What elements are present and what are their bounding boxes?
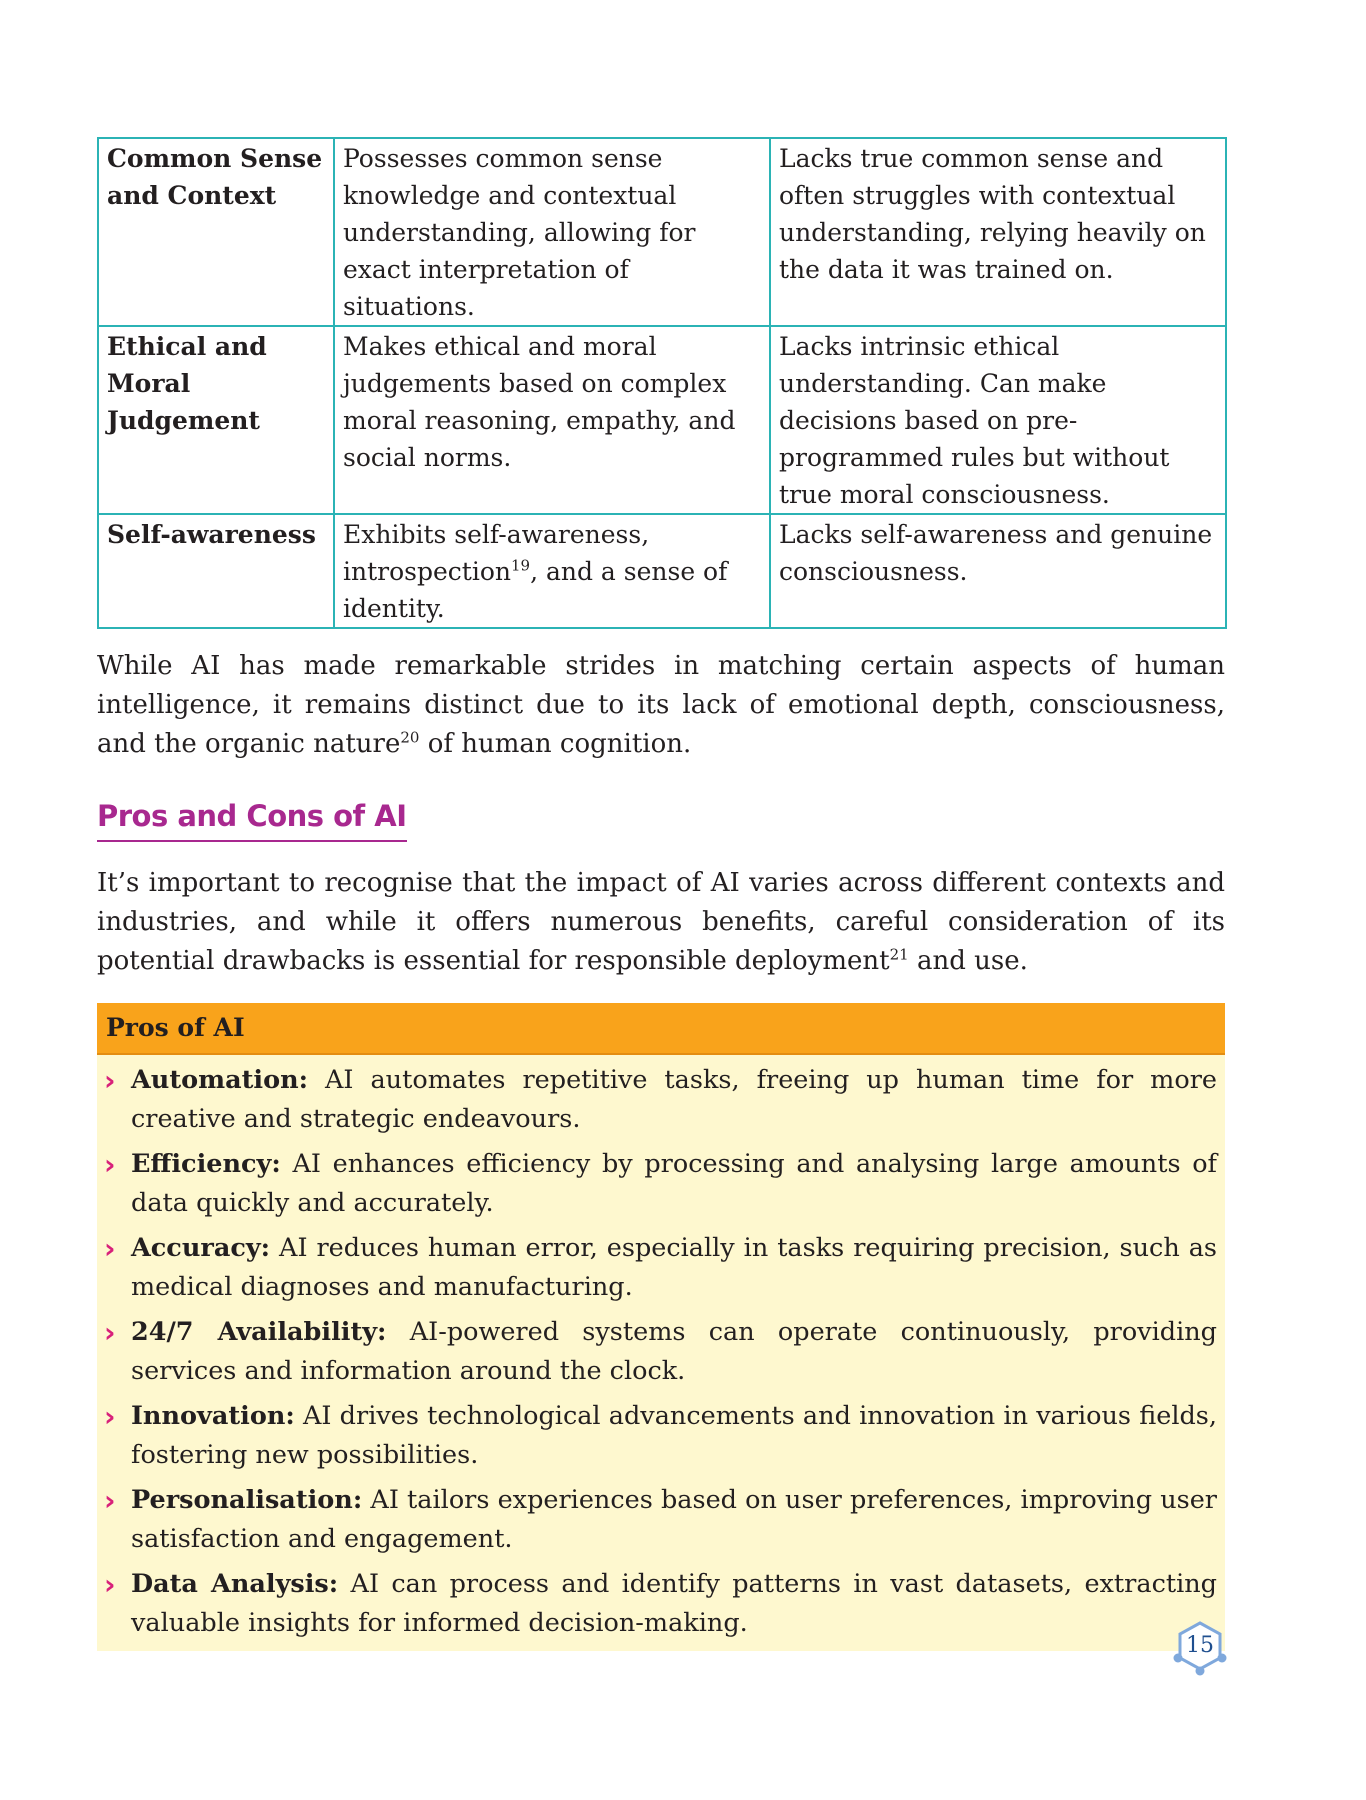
pro-term: 24/7 Availability:: [131, 1317, 387, 1347]
table-cell-aspect: Ethical and Moral Judgement: [98, 326, 334, 514]
page-number-badge: [1170, 1616, 1230, 1676]
footnote-ref: 19: [510, 556, 531, 575]
page-number: 15: [1186, 1633, 1214, 1658]
table-cell-ai: Lacks true common sense and often struggles with contextual understanding, relying heavily on the data it was trained on.: [770, 138, 1226, 326]
pro-text: AI tailors experiences based on user preferences, improving user satisfaction and engagement.: [131, 1485, 1217, 1554]
comparison-table: [97, 137, 1227, 629]
list-item: [104, 1061, 1217, 1139]
table-cell-human: Possesses common sense knowledge and contextual understanding, allowing for exact interpretation of situations.: [334, 138, 770, 326]
footnote-ref: 20: [400, 728, 420, 747]
chevron-right-icon: ›: [104, 1400, 116, 1433]
pro-term: Automation:: [131, 1065, 309, 1095]
list-item: [104, 1145, 1217, 1223]
section-paragraph: [97, 864, 1225, 981]
pro-term: Personalisation:: [131, 1485, 363, 1515]
pro-text: AI automates repetitive tasks, freeing up human time for more creative and strategic endeavours.: [131, 1065, 1217, 1134]
table-cell-ai: Lacks intrinsic ethical understanding. Can make decisions based on pre-programmed rules but without true moral consciousness.: [770, 326, 1226, 514]
chevron-right-icon: ›: [104, 1232, 116, 1265]
list-item: [104, 1397, 1217, 1475]
list-item: [104, 1313, 1217, 1391]
pro-text: AI drives technological advancements and innovation in various fields, fostering new possibilities.: [131, 1401, 1217, 1470]
section-heading: Pros and Cons of AI: [97, 798, 407, 842]
list-item: [104, 1565, 1217, 1643]
chevron-right-icon: ›: [104, 1316, 116, 1349]
pro-term: Accuracy:: [131, 1233, 271, 1263]
chevron-right-icon: ›: [104, 1568, 116, 1601]
table-row: [98, 138, 1226, 326]
pro-term: Innovation:: [131, 1401, 295, 1431]
table-row: [98, 514, 1226, 628]
table-cell-human: [334, 514, 770, 628]
pro-term: Data Analysis:: [131, 1569, 339, 1599]
paragraph-text: and use.: [908, 946, 1028, 976]
table-cell-ai: Lacks self-awareness and genuine consciousness.: [770, 514, 1226, 628]
chevron-right-icon: ›: [104, 1064, 116, 1097]
cell-text: , and a sense of identity.: [343, 557, 728, 623]
pros-list: [97, 1055, 1225, 1643]
paragraph-text: It’s important to recognise that the impact of AI varies across different contexts and industries, and while it offers numerous benefits, careful consideration of its potential drawbacks is essential for responsible deployment: [97, 868, 1225, 976]
pros-box-title: Pros of AI: [97, 1003, 1225, 1055]
footnote-ref: 21: [889, 945, 909, 964]
pros-box: [97, 1003, 1225, 1651]
pro-term: Efficiency:: [131, 1149, 281, 1179]
chevron-right-icon: ›: [104, 1148, 116, 1181]
page-content: [97, 137, 1225, 1651]
paragraph-text: While AI has made remarkable strides in matching certain aspects of human intelligence, it remains distinct due to its lack of emotional depth, consciousness, and the organic nature: [97, 651, 1225, 759]
paragraph-text: of human cognition.: [419, 729, 692, 759]
table-cell-aspect: Self-awareness: [98, 514, 334, 628]
table-cell-aspect: Common Sense and Context: [98, 138, 334, 326]
pro-text: AI can process and identify patterns in vast datasets, extracting valuable insights for informed decision-making.: [131, 1569, 1217, 1638]
chevron-right-icon: ›: [104, 1484, 116, 1517]
cell-text: Exhibits self-awareness, introspection: [343, 520, 650, 586]
list-item: [104, 1481, 1217, 1559]
list-item: [104, 1229, 1217, 1307]
table-row: [98, 326, 1226, 514]
pro-text: AI reduces human error, especially in tasks requiring precision, such as medical diagnoses and manufacturing.: [131, 1233, 1217, 1302]
table-cell-human: Makes ethical and moral judgements based on complex moral reasoning, empathy, and social norms.: [334, 326, 770, 514]
intro-paragraph: [97, 647, 1225, 764]
pro-text: AI-powered systems can operate continuously, providing services and information around the clock.: [131, 1317, 1218, 1386]
pro-text: AI enhances efficiency by processing and analysing large amounts of data quickly and accurately.: [131, 1149, 1217, 1218]
